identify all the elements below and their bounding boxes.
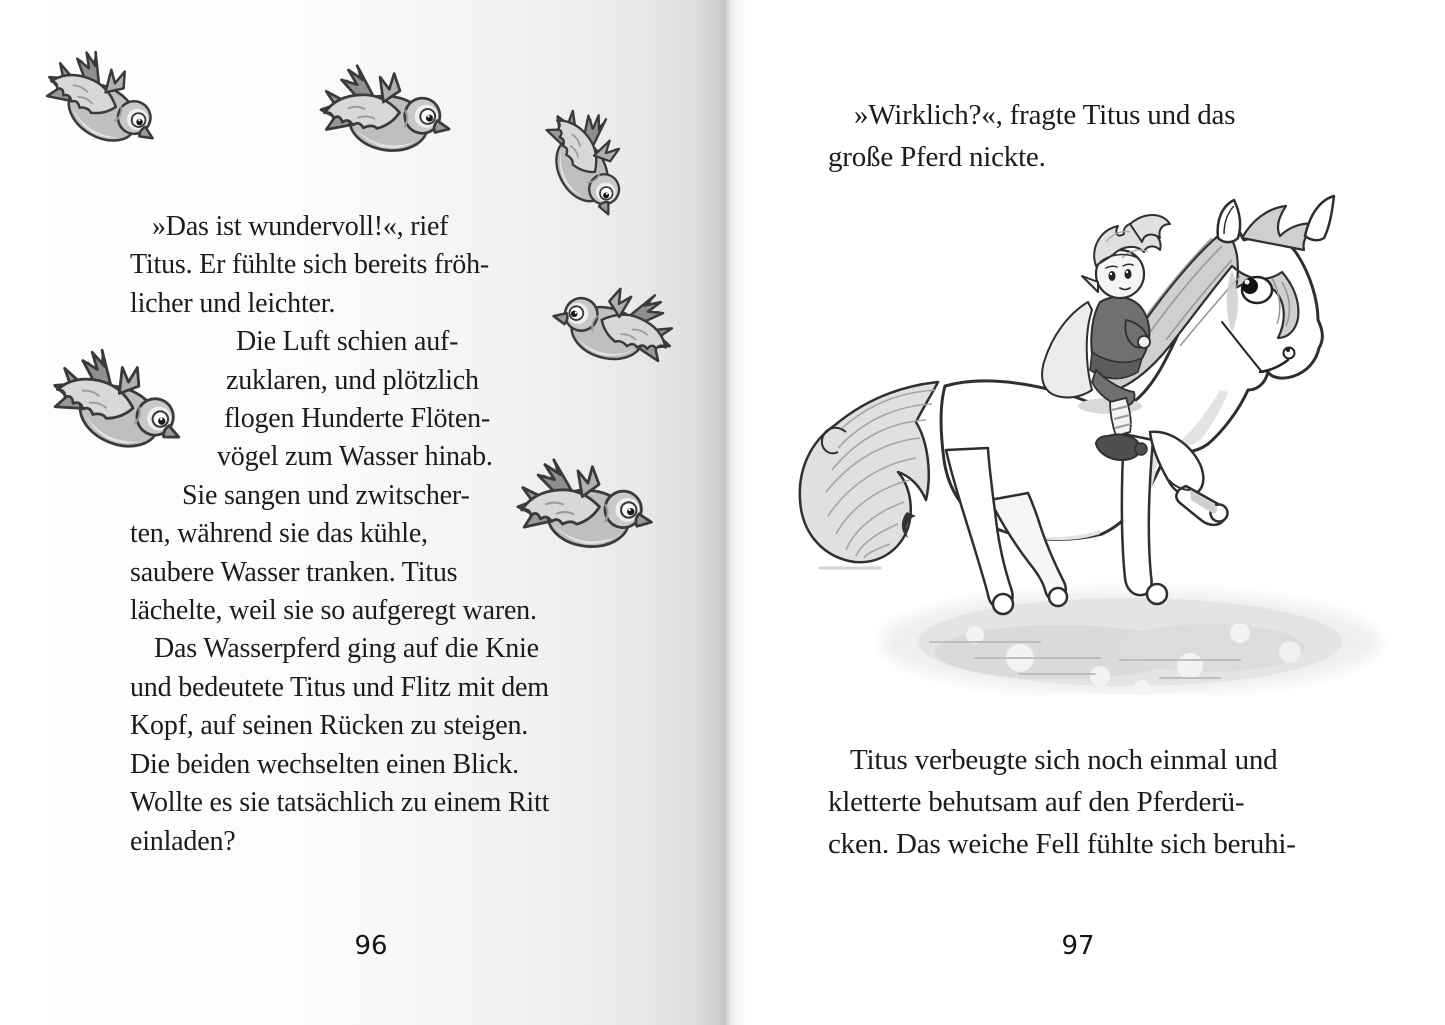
text-line: »Wirklich?«, fragte Titus und das — [854, 99, 1236, 131]
horse-ear-left — [1218, 200, 1240, 242]
text-line: flogen Hunderte Flöten- — [224, 403, 490, 435]
text-line: Titus verbeugte sich noch einmal und — [850, 744, 1278, 776]
text-line: und bedeutete Titus und Flitz mit dem — [130, 671, 549, 703]
horse-and-rider-illustration — [770, 190, 1390, 695]
text-line: große Pferd nickte. — [828, 141, 1046, 173]
right-page-text-bottom — [828, 739, 1333, 865]
text-line: Das Wasserpferd ging auf die Knie — [154, 633, 539, 665]
text-line: Titus. Er fühlte sich bereits fröh- — [130, 249, 490, 281]
bird-icon — [534, 97, 646, 226]
horse-ear-right — [1305, 196, 1334, 240]
text-line: licher und leichter. — [130, 287, 336, 319]
text-line: lächelte, weil sie so aufgeregt waren. — [130, 595, 537, 627]
text-line: »Das ist wundervoll!«, rief — [152, 211, 449, 242]
text-line: saubere Wasser tranken. Titus — [130, 556, 458, 588]
text-line: Kopf, auf seinen Rücken zu steigen. — [130, 710, 529, 742]
text-line: einladen? — [130, 825, 236, 857]
rider-cape — [1042, 302, 1092, 397]
text-line: Sie sangen und zwitscher- — [182, 479, 470, 511]
right-page-text-top — [828, 94, 1333, 178]
page-number-left: 96 — [354, 931, 388, 961]
rider-hand — [1138, 336, 1150, 348]
text-line: kletterte behutsam auf den Pferderü- — [828, 786, 1245, 818]
horse-tail — [800, 382, 938, 562]
bird-icon — [317, 62, 456, 159]
text-line: Die beiden wechselten einen Blick. — [130, 748, 519, 780]
puddle — [820, 568, 1380, 695]
text-line: vögel zum Wasser hinab. — [217, 441, 493, 473]
text-line: ten, während sie das kühle, — [130, 518, 428, 550]
text-line: Die Luft schien auf- — [236, 326, 459, 358]
text-line: cken. Das weiche Fell fühlte sich beruhi- — [828, 828, 1296, 860]
text-line: Wollte es sie tatsächlich zu einem Ritt — [130, 787, 550, 819]
bird-icon — [35, 38, 176, 162]
text-line: zuklaren, und plötzlich — [226, 364, 479, 396]
left-page-text — [130, 208, 622, 861]
page-number-right: 97 — [1061, 931, 1095, 961]
